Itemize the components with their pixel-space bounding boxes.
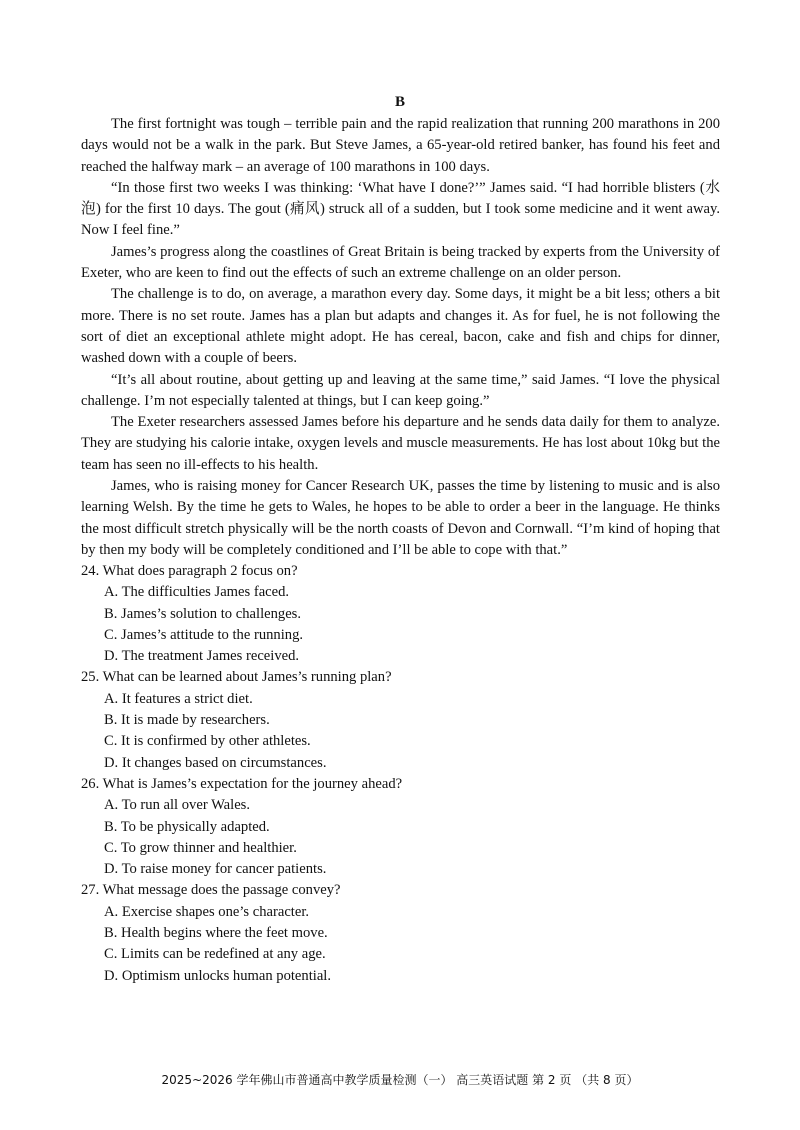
section-title: B [394,94,405,110]
option-c: C. It is confirmed by other athletes. [104,733,311,750]
question-27 [81,880,720,986]
option-d: D. The treatment James received. [104,648,300,665]
option-b: B. It is made by researchers. [104,712,270,729]
option-a: A. It features a strict diet. [104,690,253,707]
question-stem: 27. What message does the passage convey? [81,882,341,899]
option-c: C. To grow thinner and healthier. [104,839,297,856]
question-stem: 24. What does paragraph 2 focus on? [81,563,298,579]
option-a: A. The difficulties James faced. [104,584,290,601]
reading-passage [81,114,720,561]
page-footer: 2025~2026 学年佛山市普通高中教学质量检测（一） 高三英语试题 第 2 页 （共 8 页） [161,1073,639,1087]
passage-paragraph-1: The first fortnight was tough – terrible pain and the rapid realization that running 200 marathons in 200 days would not be a walk in the park. But Steve James, a 65-year-old retired banker, has found his feet and reached the halfway mark – an average of 100 marathons in 100 days. [81,116,720,175]
passage-paragraph-6: The Exeter researchers assessed James before his departure and he sends data daily for them to analyze. They are studying his calorie intake, oxygen levels and muscle measurements. He has lost about 10kg but the team has seen no ill-effects to his health. [81,414,720,473]
option-b: B. To be physically adapted. [104,818,270,835]
option-b: B. James’s solution to challenges. [104,605,301,622]
question-list [81,561,720,987]
option-a: A. To run all over Wales. [104,797,251,814]
option-d: D. To raise money for cancer patients. [104,861,327,878]
question-25 [81,667,720,773]
question-stem: 26. What is James’s expectation for the journey ahead? [81,775,403,792]
option-b: B. Health begins where the feet move. [104,925,328,942]
question-stem: 25. What can be learned about James’s running plan? [81,669,392,686]
passage-paragraph-3: James’s progress along the coastlines of Great Britain is being tracked by experts from the University of Exeter, who are keen to find out the effects of such an extreme challenge on an older person. [81,243,720,282]
option-c: C. Limits can be redefined at any age. [104,946,326,963]
option-d: D. Optimism unlocks human potential. [104,967,331,984]
passage-paragraph-2: “In those first two weeks I was thinking: ‘What have I done?’” James said. “I had horrible blisters (水泡) for the first 10 days. The gout (痛风) struck all of a sudden, but I took some medicine and it went away. Now I feel fine.” [81,179,720,239]
question-24 [81,561,720,667]
passage-paragraph-5: “It’s all about routine, about getting up and leaving at the same time,” said James. “I love the physical challenge. I’m not especially talented at things, but I can keep going.” [81,371,720,409]
option-a: A. Exercise shapes one’s character. [104,903,310,920]
passage-paragraph-4: The challenge is to do, on average, a marathon every day. Some days, it might be a bit less; others a bit more. There is no set route. James has a plan but adapts and changes it. As for fuel, he is not following the sort of diet an exceptional athlete might adopt. He has cereal, bacon, cake and fish and chips for dinner, washed down with a couple of beers. [81,286,720,367]
option-c: C. James’s attitude to the running. [104,626,304,643]
passage-paragraph-7: James, who is raising money for Cancer Research UK, passes the time by listening to music and is also learning Welsh. By the time he gets to Wales, he hopes to be able to order a beer in the language. He thinks the most difficult stretch physically will be the north coasts of Devon and Cornwall. “I’m kind of hoping that by then my body will be completely conditioned and I’ll be able to cope with that.” [81,478,720,558]
question-26 [81,774,720,880]
option-d: D. It changes based on circumstances. [104,754,327,771]
